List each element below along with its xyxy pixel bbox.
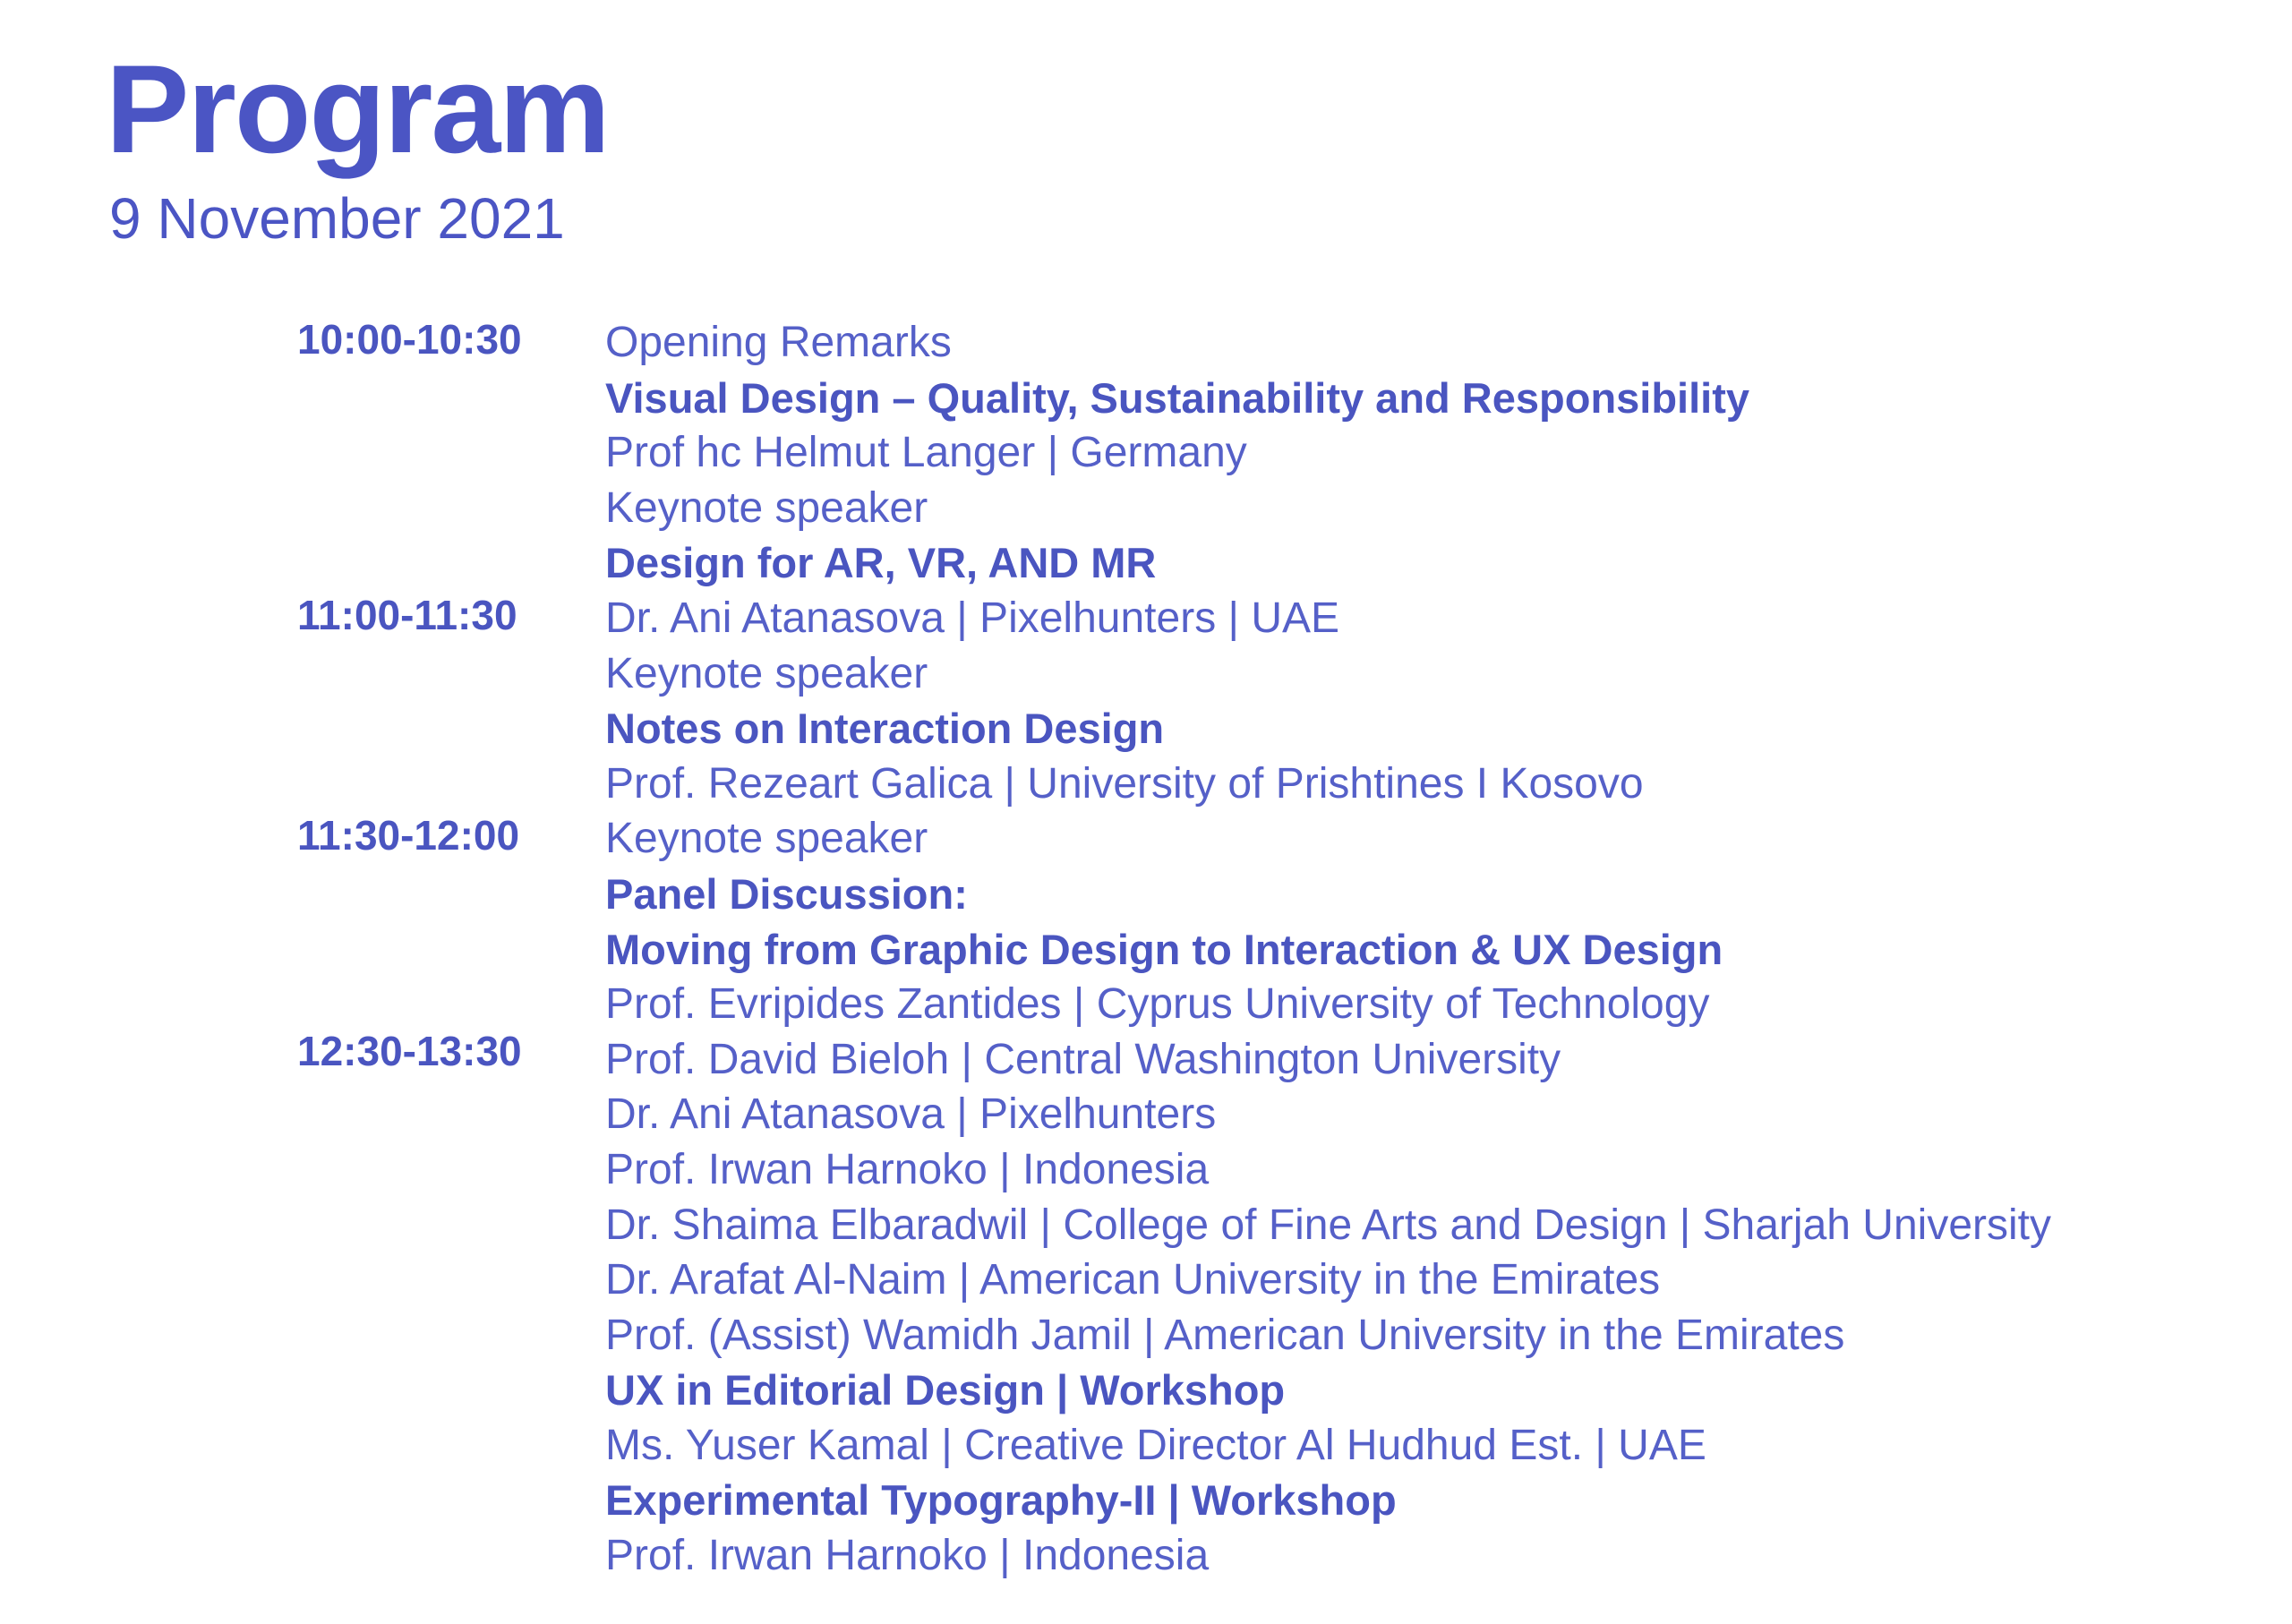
session-title: Design for AR, VR, AND MR	[605, 539, 1157, 587]
program-line: Dr. Arafat Al-Naim | American University in the Emirates	[605, 1256, 1661, 1304]
program-line: Dr. Ani Atanasova | Pixelhunters | UAE	[605, 594, 1340, 642]
program-line: Prof. Irwan Harnoko | Indonesia	[605, 1532, 1210, 1580]
time-slot: 12:30-13:30	[297, 1027, 522, 1074]
time-slot: 10:00-10:30	[297, 315, 522, 363]
program-line: Keynote speaker	[605, 649, 928, 697]
program-line: Keynote speaker	[605, 815, 928, 863]
page-date: 9 November 2021	[109, 186, 565, 251]
program-line: Prof. Irwan Harnoko | Indonesia	[605, 1145, 1210, 1193]
program-line: Prof. Rezeart Galica | University of Prishtines I Kosovo	[605, 759, 1644, 808]
program-line: Ms. Yuser Kamal | Creative Director Al Hudhud Est. | UAE	[605, 1421, 1706, 1469]
session-title: Panel Discussion:	[605, 869, 968, 918]
session-title: Moving from Graphic Design to Interaction & UX Design	[605, 925, 1723, 973]
page-title: Program	[106, 38, 609, 179]
session-title: Visual Design – Quality, Sustainability and Responsibility	[605, 373, 1750, 422]
program-list	[605, 315, 2051, 1584]
time-slot: 11:30-12:00	[297, 812, 520, 859]
program-line: Prof hc Helmut Langer | Germany	[605, 429, 1247, 477]
program-line: Dr. Ani Atanasova | Pixelhunters	[605, 1090, 1217, 1139]
program-line: Prof. (Assist) Wamidh Jamil | American University in the Emirates	[605, 1311, 1845, 1359]
program-line: Prof. David Bieloh | Central Washington University	[605, 1035, 1561, 1083]
session-title: Notes on Interaction Design	[605, 705, 1165, 753]
program-line: Dr. Shaima Elbaradwil | College of Fine Arts and Design | Sharjah University	[605, 1201, 2052, 1249]
time-slot: 11:00-11:30	[297, 591, 517, 638]
session-title: Experimental Typography-II | Workshop	[605, 1476, 1397, 1525]
program-line: Keynote speaker	[605, 483, 928, 532]
program-line: Opening Remarks	[605, 319, 952, 366]
program-line: Prof. Evripides Zantides | Cyprus University of Technology	[605, 980, 1710, 1029]
session-title: UX in Editorial Design | Workshop	[605, 1366, 1286, 1415]
